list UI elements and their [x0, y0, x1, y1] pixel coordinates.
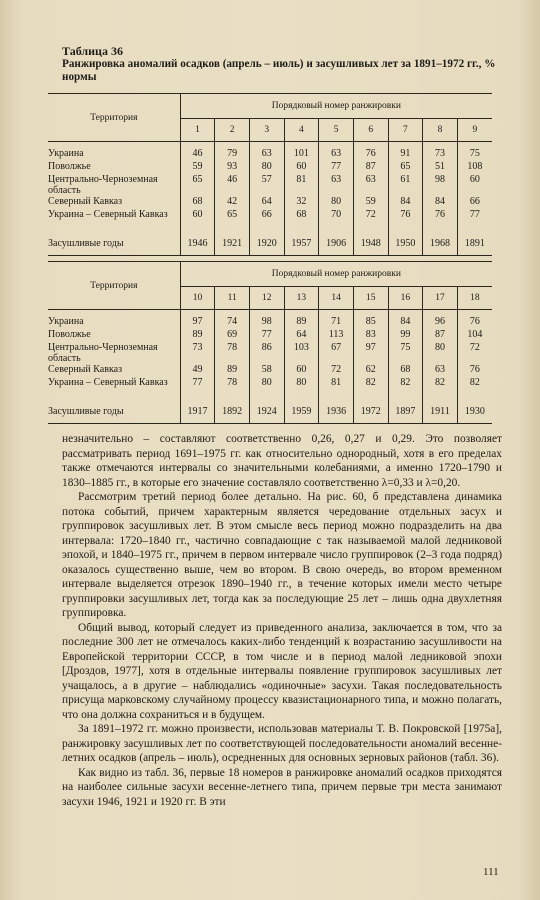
- value-cell: 72: [457, 342, 492, 364]
- value-cell: 66: [249, 209, 284, 231]
- value-cell: 51: [423, 161, 458, 174]
- value-cell: 68: [388, 364, 423, 377]
- value-cell: 80: [423, 342, 458, 364]
- value-cell: 64: [284, 329, 319, 342]
- value-cell: 65: [215, 209, 250, 231]
- value-cell: 91: [388, 142, 423, 162]
- paragraph: Как видно из табл. 36, первые 18 номеров в ранжировке аномалий осадков приходятся на наиболее сильные засухи весенне-летнего типа, причем первые три места занимают засухи 1946, 1921 и 1920 гг. В эти: [62, 766, 502, 808]
- value-cell: 86: [249, 342, 284, 364]
- value-cell: 63: [423, 364, 458, 377]
- value-cell: 1917: [187, 405, 208, 417]
- territory-cell: Засушливые годы: [48, 399, 180, 424]
- rank-header-cell: 1: [195, 125, 200, 135]
- value-cell: 46: [215, 174, 250, 196]
- value-cell: 81: [319, 377, 354, 399]
- value-cell: 1906: [319, 231, 354, 256]
- rank-header-cell: 12: [249, 287, 284, 310]
- value-cell: 1897: [388, 399, 423, 424]
- value-cell: 84: [388, 310, 423, 330]
- value-cell: 77: [192, 377, 203, 388]
- territory-cell: Украина – Северный Кавказ: [48, 377, 180, 399]
- value-cell: 80: [249, 161, 284, 174]
- value-cell: 61: [388, 174, 423, 196]
- territory-header: Территория: [48, 262, 180, 310]
- value-cell: 85: [353, 310, 388, 330]
- table-caption: Ранжировка аномалий осадков (апрель – июль) и засушливых лет за 1891–1972 гг., % нормы: [62, 58, 496, 83]
- value-cell: 1948: [353, 231, 388, 256]
- value-cell: 1930: [457, 399, 492, 424]
- territory-cell: Поволжье: [48, 329, 180, 342]
- rank-header-cell: 17: [423, 287, 458, 310]
- value-cell: 89: [215, 364, 250, 377]
- value-cell: 82: [457, 377, 492, 399]
- value-cell: 76: [457, 364, 492, 377]
- value-cell: 68: [192, 196, 203, 207]
- value-cell: 63: [319, 174, 354, 196]
- territory-cell: Центрально-Черноземная область: [48, 174, 180, 196]
- value-cell: 69: [215, 329, 250, 342]
- value-cell: 1946: [187, 237, 208, 249]
- value-cell: 78: [215, 342, 250, 364]
- value-cell: 1959: [284, 399, 319, 424]
- value-cell: 60: [284, 364, 319, 377]
- value-cell: 59: [192, 161, 203, 172]
- value-cell: 77: [319, 161, 354, 174]
- rank-header-cell: 18: [457, 287, 492, 310]
- value-cell: 66: [457, 196, 492, 209]
- value-cell: 84: [388, 196, 423, 209]
- value-cell: 108: [457, 161, 492, 174]
- rank-number-header: Порядковый номер ранжировки: [180, 262, 492, 287]
- value-cell: 62: [353, 364, 388, 377]
- table-row: [48, 142, 492, 162]
- value-cell: 67: [319, 342, 354, 364]
- value-cell: 32: [284, 196, 319, 209]
- value-cell: 89: [192, 329, 203, 340]
- value-cell: 93: [215, 161, 250, 174]
- territory-cell: Засушливые годы: [48, 231, 180, 256]
- value-cell: 80: [319, 196, 354, 209]
- territory-cell: Поволжье: [48, 161, 180, 174]
- rank-header-cell: 10: [192, 293, 203, 303]
- value-cell: 83: [353, 329, 388, 342]
- territory-cell: Северный Кавказ: [48, 196, 180, 209]
- table-row: [48, 231, 492, 256]
- table-row: [48, 196, 492, 209]
- value-cell: 104: [457, 329, 492, 342]
- rank-number-header: Порядковый номер ранжировки: [180, 94, 492, 119]
- value-cell: 98: [423, 174, 458, 196]
- value-cell: 73: [192, 342, 203, 353]
- value-cell: 60: [284, 161, 319, 174]
- rank-header-cell: 7: [388, 119, 423, 142]
- paragraph: Общий вывод, который следует из приведенного анализа, заключается в том, что за последние 300 лет не отмечалось каких-либо тенденций к возрастанию засушливости на Европейской территории СССР, в том числе и в период малой ледниковой эпохи [Дроздов, 1977], хотя в отдельные интервалы появление группировок засушливых лет учащалось, а в другие – наблюдались «одиночные» засухи. Такая последовательность присуща марковскому случайному процессу квазистационарного типа, и можно полагать, что она должна сохраниться и в будущем.: [62, 621, 502, 721]
- value-cell: 1892: [215, 399, 250, 424]
- table-row: [48, 399, 492, 424]
- value-cell: 1957: [284, 231, 319, 256]
- value-cell: 1920: [249, 231, 284, 256]
- table-row: [48, 377, 492, 399]
- paragraph: За 1891–1972 гг. можно произвести, использовав материалы Т. В. Покровской [1975а], ранжировку засушливых лет по соответствующей последовательности аномалий весенне-летних осадков (апрель – июль), осредненных для основных зерновых районов (табл. 36).: [62, 723, 502, 764]
- territory-cell: Украина – Северный Кавказ: [48, 209, 180, 231]
- value-cell: 97: [192, 316, 203, 327]
- value-cell: 96: [423, 310, 458, 330]
- rank-header-cell: 11: [215, 287, 250, 310]
- value-cell: 82: [423, 377, 458, 399]
- value-cell: 71: [319, 310, 354, 330]
- value-cell: 42: [215, 196, 250, 209]
- value-cell: 63: [353, 174, 388, 196]
- value-cell: 80: [249, 377, 284, 399]
- rank-header-cell: 13: [284, 287, 319, 310]
- value-cell: 76: [388, 209, 423, 231]
- value-cell: 75: [388, 342, 423, 364]
- value-cell: 82: [353, 377, 388, 399]
- value-cell: 77: [249, 329, 284, 342]
- value-cell: 70: [319, 209, 354, 231]
- value-cell: 74: [215, 310, 250, 330]
- value-cell: 103: [284, 342, 319, 364]
- body-text: [62, 432, 502, 809]
- rank-header-cell: 8: [423, 119, 458, 142]
- value-cell: 1950: [388, 231, 423, 256]
- value-cell: 87: [353, 161, 388, 174]
- value-cell: 76: [423, 209, 458, 231]
- value-cell: 60: [192, 209, 203, 220]
- value-cell: 1921: [215, 231, 250, 256]
- value-cell: 46: [192, 148, 203, 159]
- territory-cell: Центрально-Черноземная область: [48, 342, 180, 364]
- value-cell: 80: [284, 377, 319, 399]
- page-number: 111: [483, 866, 499, 878]
- value-cell: 65: [192, 174, 203, 185]
- value-cell: 1911: [423, 399, 458, 424]
- rank-header-cell: 9: [457, 119, 492, 142]
- value-cell: 59: [353, 196, 388, 209]
- table-row: [48, 161, 492, 174]
- value-cell: 97: [353, 342, 388, 364]
- table-row: [48, 364, 492, 377]
- value-cell: 68: [284, 209, 319, 231]
- value-cell: 72: [319, 364, 354, 377]
- value-cell: 81: [284, 174, 319, 196]
- value-cell: 1891: [457, 231, 492, 256]
- value-cell: 82: [388, 377, 423, 399]
- value-cell: 87: [423, 329, 458, 342]
- rank-header-cell: 16: [388, 287, 423, 310]
- value-cell: 98: [249, 310, 284, 330]
- value-cell: 1924: [249, 399, 284, 424]
- rank-header-cell: 4: [284, 119, 319, 142]
- value-cell: 1936: [319, 399, 354, 424]
- value-cell: 57: [249, 174, 284, 196]
- table-row: [48, 310, 492, 330]
- value-cell: 79: [215, 142, 250, 162]
- value-cell: 65: [388, 161, 423, 174]
- value-cell: 1968: [423, 231, 458, 256]
- rank-header-cell: 2: [215, 119, 250, 142]
- territory-cell: Украина: [48, 142, 180, 162]
- value-cell: 58: [249, 364, 284, 377]
- rank-header-cell: 14: [319, 287, 354, 310]
- value-cell: 78: [215, 377, 250, 399]
- value-cell: 49: [192, 364, 203, 375]
- paragraph: Рассмотрим третий период более детально. На рис. 60, б представлена динамика потока событий, причем характерным является чередование отдельных засух и группировок засушливых лет. В этом смысле весь период можно подразделить на два интервала: 1720–1840 гг., частично совпадающие с так называемой малой ледниковой эпохой, и 1840–1975 гг., причем в первом интервале число группировок (2–3 года подряд) оказалось существенно выше, чем во втором. В свою очередь, во втором временном интервале выделяется отрезок 1890–1940 гг., в течение которых имели место четыре группировки засушливых лет, тогда как за последующие 25 лет – лишь одна двухлетняя группировка.: [62, 491, 502, 619]
- value-cell: 63: [249, 142, 284, 162]
- value-cell: 63: [319, 142, 354, 162]
- table-row: [48, 329, 492, 342]
- ranking-table-1: [48, 93, 492, 256]
- table-row: [48, 174, 492, 196]
- table-label: Таблица 36: [62, 44, 123, 58]
- value-cell: 76: [353, 142, 388, 162]
- value-cell: 89: [284, 310, 319, 330]
- rank-header-cell: 5: [319, 119, 354, 142]
- value-cell: 1972: [353, 399, 388, 424]
- territory-cell: Северный Кавказ: [48, 364, 180, 377]
- value-cell: 64: [249, 196, 284, 209]
- table-row: [48, 342, 492, 364]
- paragraph: незначительно – составляют соответственно 0,26, 0,27 и 0,29. Это позволяет рассматривать период 1691–1975 гг. как относительно однородный, хотя в его пределах также отмечаются интервалы со значительными колебаниями, а именно 1720–1790 и 1830–1885 гг., в которые его значение составляло соответственно λ=0,33 и λ=0,20.: [62, 433, 502, 489]
- rank-header-cell: 6: [353, 119, 388, 142]
- value-cell: 73: [423, 142, 458, 162]
- rank-header-cell: 3: [249, 119, 284, 142]
- value-cell: 101: [284, 142, 319, 162]
- territory-header: Территория: [48, 94, 180, 142]
- value-cell: 72: [353, 209, 388, 231]
- value-cell: 75: [457, 142, 492, 162]
- ranking-table-2: [48, 261, 492, 424]
- value-cell: 99: [388, 329, 423, 342]
- value-cell: 76: [457, 310, 492, 330]
- territory-cell: Украина: [48, 310, 180, 330]
- rank-header-cell: 15: [353, 287, 388, 310]
- value-cell: 77: [457, 209, 492, 231]
- table-row: [48, 209, 492, 231]
- value-cell: 84: [423, 196, 458, 209]
- value-cell: 113: [319, 329, 354, 342]
- value-cell: 60: [457, 174, 492, 196]
